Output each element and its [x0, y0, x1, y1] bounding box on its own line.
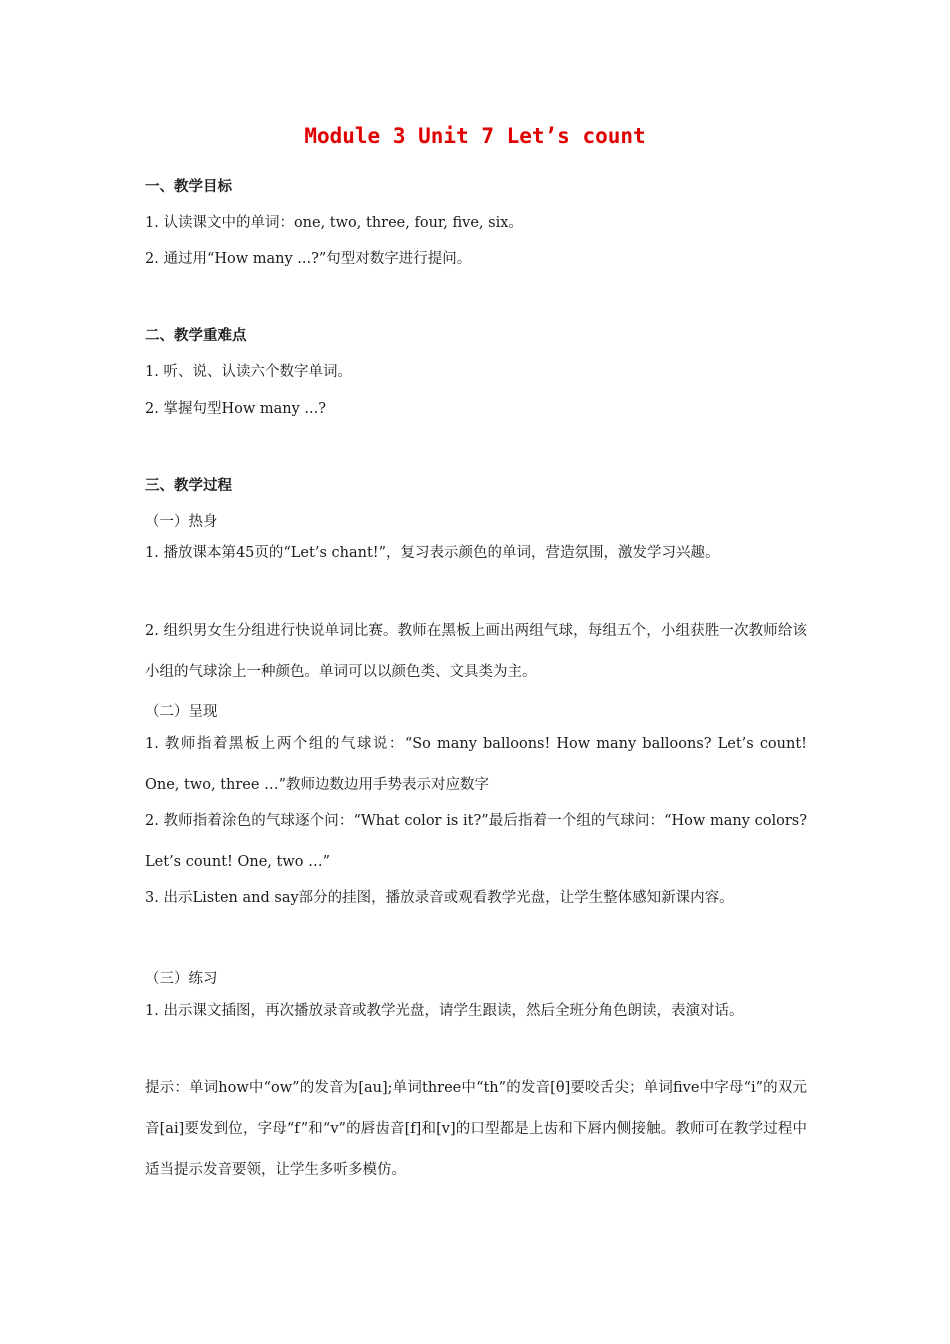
- process-part-practice-label: （三）练习: [145, 971, 218, 987]
- practice-item-1: 1. 出示课文插图，再次播放录音或教学光盘，请学生跟读，然后全班分角色朗读，表演对话。: [145, 1003, 744, 1019]
- key-point-item-2: 2. 掌握句型How many ...?: [145, 401, 326, 417]
- warmup-item-2: 2. 组织男女生分组进行快说单词比赛。教师在黑板上画出两组气球，每组五个，小组获胜一次教师给该小组的气球涂上一种颜色。单词可以以颜色类、文具类为主。: [145, 623, 807, 680]
- section-heading-goals: 一、教学目标: [145, 179, 232, 195]
- warmup-item-1: 1. 播放课本第45页的“Let’s chant!”，复习表示颜色的单词，营造氛围，激发学习兴趣。: [145, 545, 720, 561]
- present-item-2: 2. 教师指着涂色的气球逐个问：“What color is it?”最后指着一个组的气球问：“How many colors? Let’s count! One, two …”: [145, 813, 807, 870]
- present-item-3: 3. 出示Listen and say部分的挂图，播放录音或观看教学光盘，让学生整体感知新课内容。: [145, 890, 734, 906]
- practice-tip: 提示：单词how中“ow”的发音为[au];单词three中“th”的发音[θ]要咬舌尖；单词five中字母“i”的双元音[ai]要发到位，字母“f”和“v”的唇齿音[f]和[v]的口型都是上齿和下唇内侧接触。教师可在教学过程中适当提示发音要领，让学生多听多模仿。: [145, 1080, 807, 1178]
- section-heading-key-points: 二、教学重难点: [145, 328, 247, 344]
- goal-item-1: 1. 认读课文中的单词：one, two, three, four, five, six。: [145, 215, 523, 231]
- process-part-present-label: （二）呈现: [145, 704, 218, 720]
- goal-item-2: 2. 通过用“How many ...?”句型对数字进行提问。: [145, 251, 472, 267]
- document-title: Module 3 Unit 7 Let’s count: [304, 124, 646, 148]
- present-item-1: 1. 教师指着黑板上两个组的气球说：“So many balloons! How many balloons? Let’s count! One, two, three …”教师边数边用手势表示对应数字: [145, 736, 807, 793]
- key-point-item-1: 1. 听、说、认读六个数字单词。: [145, 364, 352, 380]
- process-part-warmup-label: （一）热身: [145, 514, 218, 530]
- section-heading-process: 三、教学过程: [145, 478, 232, 494]
